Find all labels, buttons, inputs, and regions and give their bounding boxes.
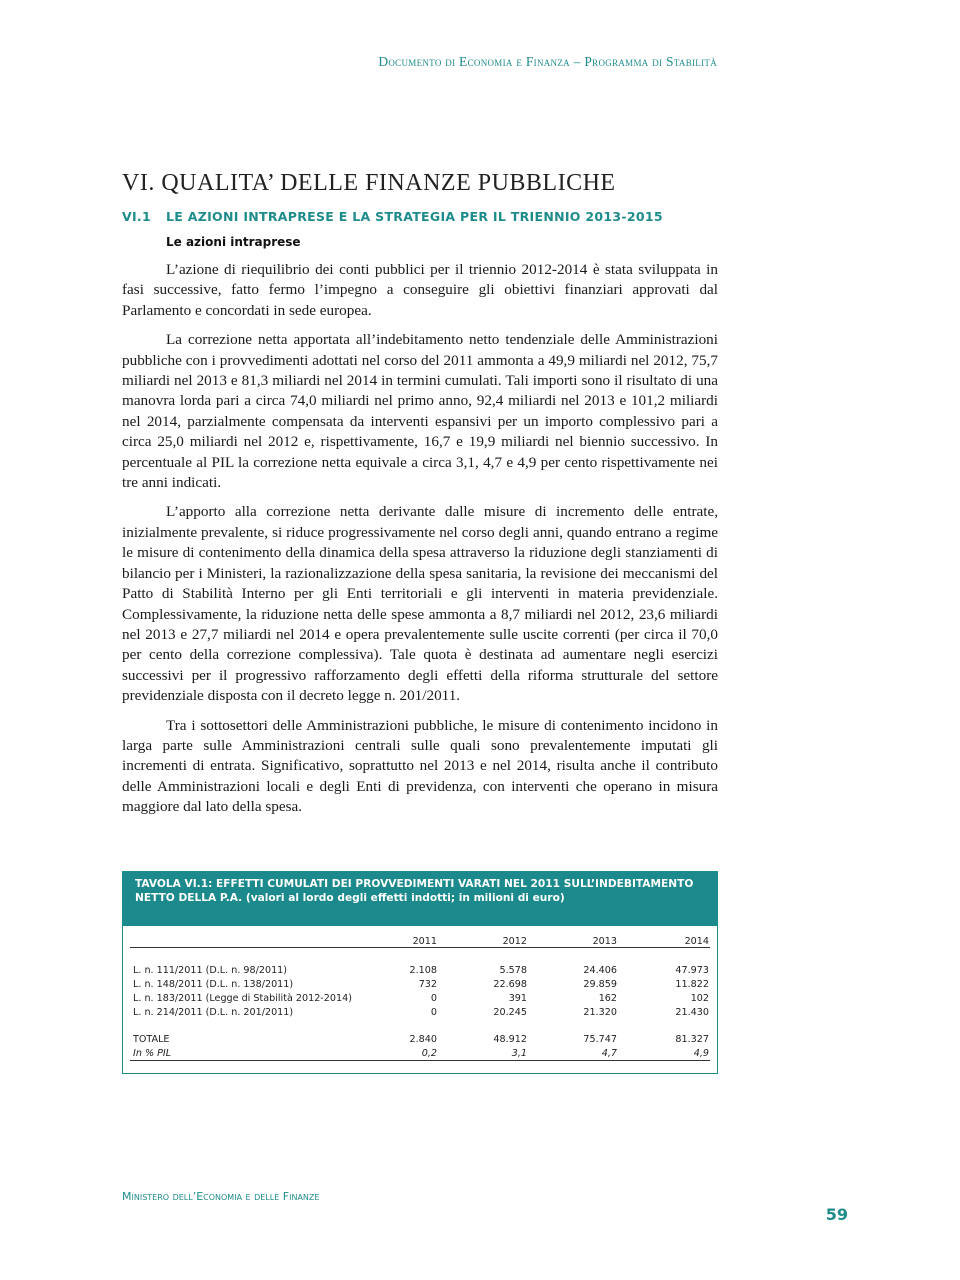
paragraph: Tra i sottosettori delle Amministrazioni pubbliche, le misure di contenimento incidono in larga parte sulle Amministrazioni centrali sulle quali sono prevalentemente imputati gli incrementi di entrata. Significativo, soprattutto nel 2013 e nel 2014, risulta anche il contributo delle Amministrazioni locali e degli Enti di previdenza, con interventi che operano in misura maggiore dal lato della spesa. bbox=[122, 716, 718, 816]
row-label: L. n. 183/2011 (Legge di Stabilità 2012-2014) bbox=[133, 993, 352, 1004]
table-cell: 24.406 bbox=[583, 965, 617, 976]
column-header: 2013 bbox=[592, 936, 617, 947]
table-cell: 11.822 bbox=[675, 979, 709, 990]
table-cell: 391 bbox=[508, 993, 527, 1004]
table-cell: 5.578 bbox=[499, 965, 527, 976]
table-cell: 21.430 bbox=[675, 1007, 709, 1018]
table-rule bbox=[130, 1060, 710, 1061]
table-cell: 47.973 bbox=[675, 965, 709, 976]
body-text bbox=[122, 260, 718, 827]
table-cell: 0 bbox=[430, 993, 437, 1004]
table-cell: 75.747 bbox=[583, 1034, 617, 1045]
table-row bbox=[133, 993, 709, 1006]
row-label: TOTALE bbox=[133, 1034, 170, 1045]
table-cell: 21.320 bbox=[583, 1007, 617, 1018]
table-cell: 162 bbox=[598, 993, 617, 1004]
table-cell: 22.698 bbox=[493, 979, 527, 990]
section-number: VI.1 bbox=[122, 209, 151, 224]
page-number: 59 bbox=[825, 1205, 848, 1224]
paragraph: La correzione netta apportata all’indebitamento netto tendenziale delle Amministrazioni pubbliche con i provvedimenti adottati nel corso del 2011 ammonta a 49,9 miliardi nel 2012, 75,7 miliardi nel 2013 e 81,3 miliardi nel 2014 in termini cumulati. Tali importi sono il risultato di una manovra lorda pari a circa 74,0 miliardi nel primo anno, 92,4 miliardi nel 2013 e 101,2 miliardi nel 2014, parzialmente compensata da interventi espansivi per un importo complessivo pari a circa 25,0 miliardi nel 2012 e, rispettivamente, 16,7 e 19,9 miliardi nel biennio successivo. In percentuale al PIL la correzione netta equivale a circa 3,1, 4,7 e 4,9 per cento rispettivamente nei tre anni indicati. bbox=[122, 331, 718, 492]
table-row bbox=[133, 1007, 709, 1020]
table-cell: 4,7 bbox=[601, 1048, 617, 1059]
paragraph: L’azione di riequilibrio dei conti pubblici per il triennio 2012-2014 è stata sviluppata in fasi successive, fatto fermo l’impegno a conseguire gli obiettivi finanziari approvati dal Parlamento e concordati in sede europea. bbox=[122, 261, 718, 319]
chapter-title: VI. QUALITA’ DELLE FINANZE PUBBLICHE bbox=[122, 170, 616, 196]
row-label: L. n. 111/2011 (D.L. n. 98/2011) bbox=[133, 965, 288, 976]
column-header: 2014 bbox=[684, 936, 709, 947]
table-cell: 0,2 bbox=[421, 1048, 437, 1059]
table-cell: 2.108 bbox=[409, 965, 437, 976]
row-label: L. n. 214/2011 (D.L. n. 201/2011) bbox=[133, 1007, 294, 1018]
running-header: Documento di Economia e Finanza – Programma di Stabilità bbox=[378, 54, 717, 69]
subsection-title: Le azioni intraprese bbox=[166, 235, 301, 249]
table-cell: 732 bbox=[418, 979, 437, 990]
column-header: 2012 bbox=[502, 936, 527, 947]
table-row bbox=[133, 965, 709, 978]
row-label: In % PIL bbox=[133, 1048, 172, 1059]
table-header-row bbox=[133, 936, 709, 949]
row-label: L. n. 148/2011 (D.L. n. 138/2011) bbox=[133, 979, 294, 990]
table-cell: 20.245 bbox=[493, 1007, 527, 1018]
table-cell: 81.327 bbox=[675, 1034, 709, 1045]
table-cell: 29.859 bbox=[583, 979, 617, 990]
section-title: LE AZIONI INTRAPRESE E LA STRATEGIA PER IL TRIENNIO 2013-2015 bbox=[166, 209, 663, 224]
data-table bbox=[122, 871, 718, 1074]
table-cell: 48.912 bbox=[493, 1034, 527, 1045]
table-row bbox=[133, 979, 709, 992]
column-header: 2011 bbox=[412, 936, 437, 947]
table-total-row bbox=[133, 1034, 709, 1047]
table-cell: 4,9 bbox=[693, 1048, 709, 1059]
table-title: TAVOLA VI.1: EFFETTI CUMULATI DEI PROVVEDIMENTI VARATI NEL 2011 SULL’INDEBITAMENTO NETTO DELLA P.A. (valori al lordo degli effetti indotti; in milioni di euro) bbox=[123, 872, 717, 926]
table-cell: 2.840 bbox=[409, 1034, 437, 1045]
table-cell: 102 bbox=[690, 993, 709, 1004]
section-heading bbox=[122, 209, 722, 224]
footer-ministry: Ministero dell’Economia e delle Finanze bbox=[122, 1190, 320, 1203]
table-cell: 0 bbox=[430, 1007, 437, 1018]
paragraph: L’apporto alla correzione netta derivante dalle misure di incremento delle entrate, inizialmente prevalente, si riduce progressivamente nel corso degli anni, quando entrano a regime le misure di contenimento della dinamica della spesa attraverso la riduzione degli stanziamenti di bilancio per i Ministeri, la razionalizzazione della spesa sanitaria, la revisione dei meccanismi del Patto di Stabilità Interno per gli Enti territoriali e gli interventi in materia previdenziale. Complessivamente, la riduzione netta delle spese ammonta a 8,7 miliardi nel 2012, 23,6 miliardi nel 2013 e 27,7 miliardi nel 2014 e opera prevalentemente sulle uscite correnti (per circa il 70,0 per cento della correzione complessiva). Tale quota è destinata ad aumentare negli esercizi successivi per il progressivo rafforzamento degli effetti della riforma strutturale del settore previdenziale disposta con il decreto legge n. 201/2011. bbox=[122, 503, 718, 705]
table-cell: 3,1 bbox=[511, 1048, 527, 1059]
